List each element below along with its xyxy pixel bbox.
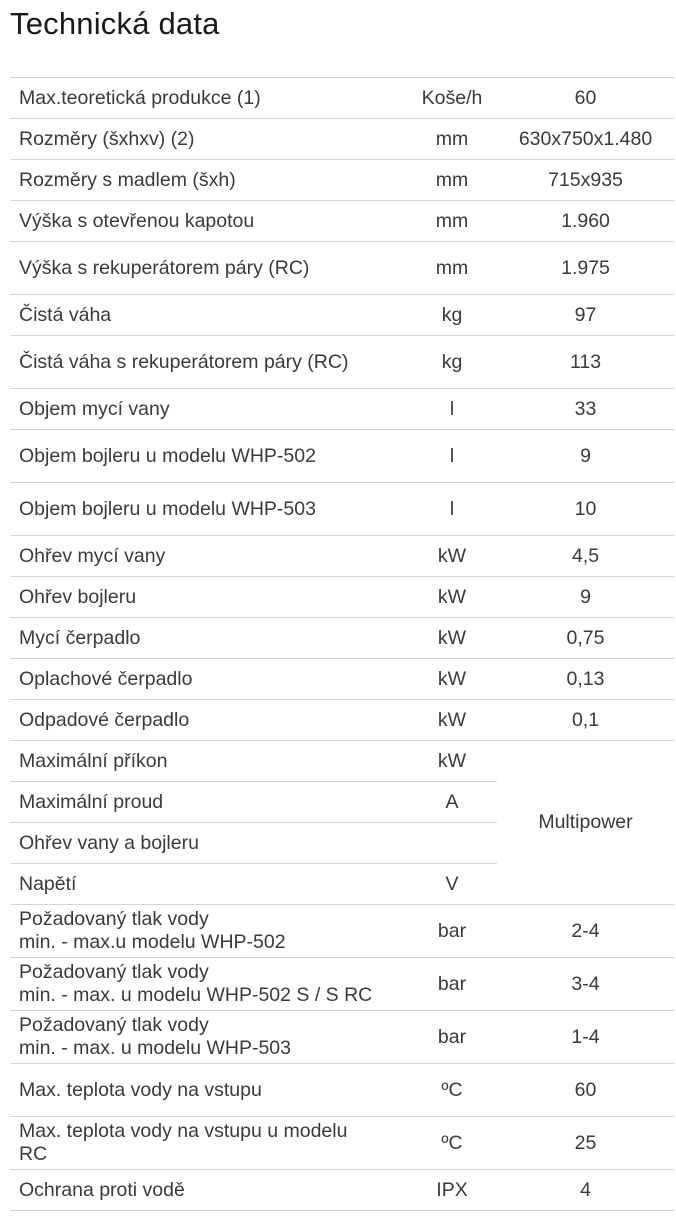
spec-unit: kW — [407, 659, 497, 700]
table-row — [10, 78, 674, 119]
spec-unit: ºC — [407, 1117, 497, 1170]
spec-value: 25 — [497, 1117, 674, 1170]
spec-unit: kg — [407, 336, 497, 389]
spec-unit: mm — [407, 242, 497, 295]
spec-value: 113 — [497, 336, 674, 389]
spec-label-line: Požadovaný tlak vody — [19, 1014, 209, 1036]
spec-unit: mm — [407, 201, 497, 242]
table-row — [10, 905, 674, 958]
spec-unit: l — [407, 483, 497, 536]
spec-value: 4 — [497, 1170, 674, 1211]
table-row — [10, 242, 674, 295]
spec-unit: l — [407, 430, 497, 483]
spec-unit: bar — [407, 1011, 497, 1064]
spec-label: Maximální příkon — [10, 741, 407, 782]
spec-label: Oplachové čerpadlo — [10, 659, 407, 700]
spec-unit: mm — [407, 119, 497, 160]
spec-label: Výška s otevřenou kapotou — [10, 201, 407, 242]
spec-label-line: Požadovaný tlak vody — [19, 908, 209, 930]
table-row — [10, 577, 674, 618]
spec-label: Rozměry (šxhxv) (2) — [10, 119, 407, 160]
spec-value: 1-4 — [497, 1011, 674, 1064]
table-row — [10, 1064, 674, 1117]
spec-value: 0,13 — [497, 659, 674, 700]
spec-label-line: Požadovaný tlak vody — [19, 961, 209, 983]
spec-unit: bar — [407, 958, 497, 1011]
spec-value: 1.960 — [497, 201, 674, 242]
spec-unit: V — [407, 864, 497, 905]
spec-label: Ochrana proti vodě — [10, 1170, 407, 1211]
table-row — [10, 1117, 674, 1170]
page-title: Technická data — [10, 6, 220, 41]
table-row — [10, 958, 674, 1011]
spec-value: 97 — [497, 295, 674, 336]
spec-label-line: min. - max. u modelu WHP-502 S / S RC — [19, 984, 373, 1006]
spec-unit: kW — [407, 536, 497, 577]
spec-label: Objem bojleru u modelu WHP-502 — [10, 430, 407, 483]
spec-value: 10 — [497, 483, 674, 536]
table-row — [10, 119, 674, 160]
spec-unit: kW — [407, 577, 497, 618]
spec-value: 9 — [497, 430, 674, 483]
spec-label: Napětí — [10, 864, 407, 905]
spec-unit: A — [407, 782, 497, 823]
spec-unit: kW — [407, 700, 497, 741]
spec-value: 630x750x1.480 — [497, 119, 674, 160]
table-row — [10, 1011, 674, 1064]
spec-label: Objem mycí vany — [10, 389, 407, 430]
spec-label: Ohřev mycí vany — [10, 536, 407, 577]
spec-label: Odpadové čerpadlo — [10, 700, 407, 741]
spec-value: 0,1 — [497, 700, 674, 741]
spec-value: 2-4 — [497, 905, 674, 958]
table-row — [10, 700, 674, 741]
spec-unit: kg — [407, 295, 497, 336]
table-row — [10, 336, 674, 389]
spec-label — [10, 1011, 407, 1064]
spec-unit: Koše/h — [407, 78, 497, 119]
spec-label-line: Max. teplota vody na vstupu u modelu — [19, 1120, 348, 1142]
table-row — [10, 741, 674, 782]
table-row — [10, 389, 674, 430]
spec-value: 715x935 — [497, 160, 674, 201]
spec-label: Ohřev vany a bojleru — [10, 823, 407, 864]
spec-unit: IPX — [407, 1170, 497, 1211]
spec-label: Rozměry s madlem (šxh) — [10, 160, 407, 201]
spec-value: 60 — [497, 1064, 674, 1117]
spec-label: Max. teplota vody na vstupu — [10, 1064, 407, 1117]
table-row — [10, 201, 674, 242]
spec-label — [10, 905, 407, 958]
spec-unit: ºC — [407, 1064, 497, 1117]
spec-value: 1.975 — [497, 242, 674, 295]
spec-label: Ohřev bojleru — [10, 577, 407, 618]
spec-value: 33 — [497, 389, 674, 430]
table-row — [10, 618, 674, 659]
spec-label: Maximální proud — [10, 782, 407, 823]
spec-label: Objem bojleru u modelu WHP-503 — [10, 483, 407, 536]
spec-label-line: RC — [19, 1143, 48, 1165]
spec-label-line: min. - max. u modelu WHP-503 — [19, 1037, 292, 1059]
spec-value: 3-4 — [497, 958, 674, 1011]
spec-label: Čistá váha s rekuperátorem páry (RC) — [10, 336, 407, 389]
table-row — [10, 483, 674, 536]
table-row — [10, 295, 674, 336]
spec-value: 0,75 — [497, 618, 674, 659]
table-row — [10, 160, 674, 201]
spec-unit: mm — [407, 160, 497, 201]
table-row — [10, 430, 674, 483]
spec-unit: l — [407, 389, 497, 430]
spec-value: 9 — [497, 577, 674, 618]
spec-value: 60 — [497, 78, 674, 119]
technical-data-table — [10, 77, 674, 1211]
table-row — [10, 659, 674, 700]
spec-unit: kW — [407, 618, 497, 659]
spec-unit — [407, 823, 497, 864]
table-row — [10, 536, 674, 577]
multipower-value: Multipower — [497, 741, 674, 905]
spec-unit: bar — [407, 905, 497, 958]
table-row — [10, 1170, 674, 1211]
spec-label-line: min. - max.u modelu WHP-502 — [19, 931, 286, 953]
spec-label — [10, 958, 407, 1011]
spec-label: Mycí čerpadlo — [10, 618, 407, 659]
spec-label — [10, 1117, 407, 1170]
spec-label: Výška s rekuperátorem páry (RC) — [10, 242, 407, 295]
spec-unit: kW — [407, 741, 497, 782]
spec-label: Max.teoretická produkce (1) — [10, 78, 407, 119]
spec-value: 4,5 — [497, 536, 674, 577]
spec-label: Čistá váha — [10, 295, 407, 336]
